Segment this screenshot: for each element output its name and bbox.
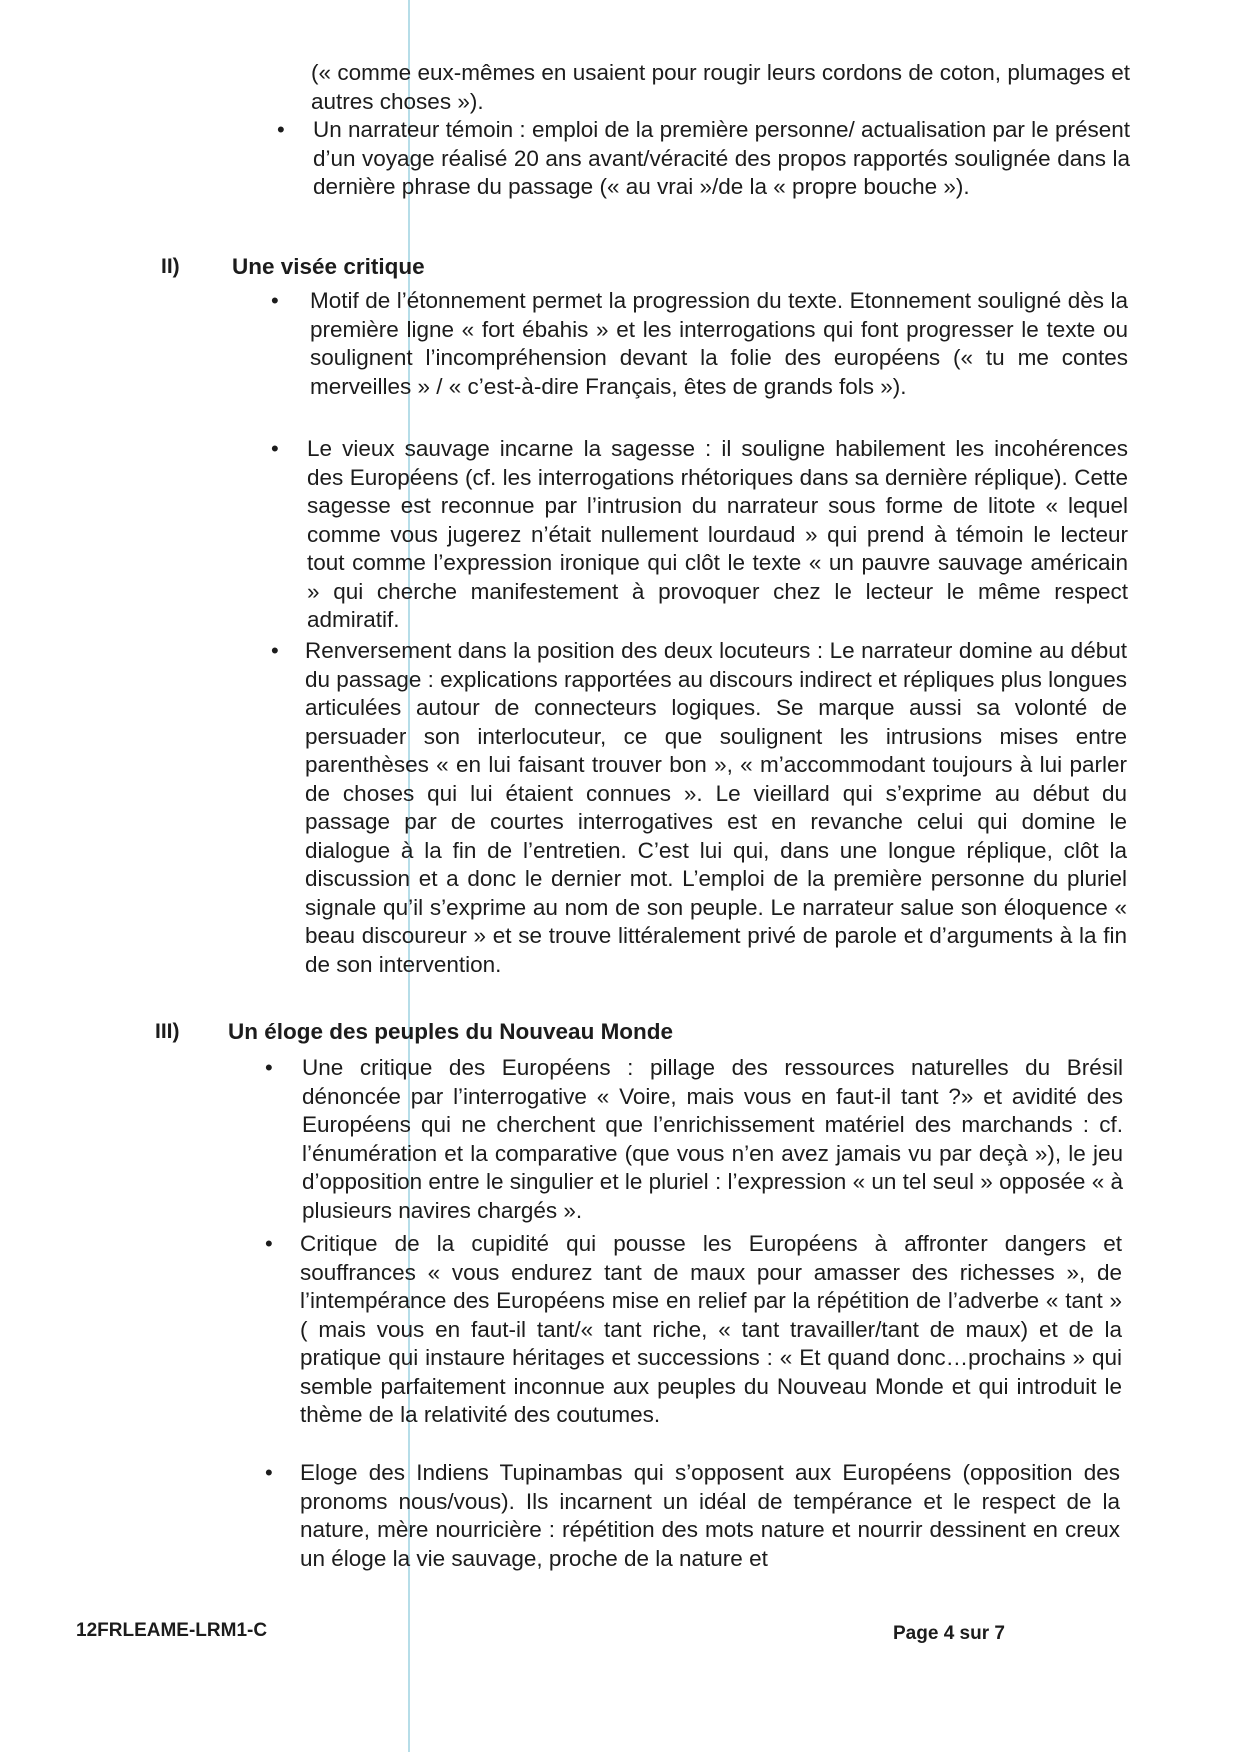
bullet-marker: •	[265, 1460, 273, 1485]
section-2-numeral: II)	[161, 255, 180, 278]
bullet-marker: •	[271, 638, 279, 663]
section-3-bullet-1-text: Une critique des Européens : pillage des ressources naturelles du Brésil dénoncée par l’interrogative « Voire, mais vous en faut-il tant ?» et avidité des Européens qui ne cherchent que l’enrichissement matériel des marchands : cf. l’énumération et la comparative (que vous n’en avez jamais vu par deçà »), le jeu d’opposition entre le singulier et le pluriel : l’expression « un tel seul » opposée « à plusieurs navires chargés ».	[302, 1055, 1123, 1223]
bullet-marker: •	[277, 117, 285, 142]
section-3-bullet-2-text: Critique de la cupidité qui pousse les Européens à affronter dangers et souffrances « vous endurez tant de maux pour amasser des richesses », de l’intempérance des Européens mise en relief par la répétition de l’adverbe « tant » ( mais vous en faut-il tant/« tant riche, « tant travailler/tant de maux) et de la pratique qui instaure héritages et successions : « Et quand donc…prochains » qui semble parfaitement inconnue aux peuples du Nouveau Monde et qui introduit le thème de la relativité des coutumes.	[300, 1231, 1122, 1427]
section-2-bullet-2-text: Le vieux sauvage incarne la sagesse : il souligne habilement les incohérences des Européens (cf. les interrogations rhétoriques dans sa dernière réplique). Cette sagesse est reconnue par l’intrusion du narrateur sous forme de litote « lequel comme vous jugerez n’était nullement lourdaud » qui prend à témoin le lecteur tout comme l’expression ironique qui clôt le texte « un pauvre sauvage américain » qui cherche manifestement à provoquer chez le lecteur le même respect admiratif.	[307, 436, 1128, 632]
section-2-bullet-1	[310, 287, 1128, 401]
section-3-bullet-1	[302, 1054, 1123, 1225]
section-2-title: Une visée critique	[232, 254, 425, 279]
section-3-bullet-3-text: Eloge des Indiens Tupinambas qui s’opposent aux Européens (opposition des pronoms nous/vous). Ils incarnent un idéal de tempérance et le respect de la nature, mère nourricière : répétition des mots nature et nourrir dessinent en creux un éloge la vie sauvage, proche de la nature et	[300, 1460, 1120, 1571]
section-3-numeral: III)	[155, 1020, 180, 1043]
intro-bullet-item	[313, 116, 1130, 202]
continuation-paragraph	[311, 59, 1130, 116]
bullet-marker: •	[271, 288, 279, 313]
section-2-bullet-3	[305, 637, 1127, 979]
section-3-bullet-3	[300, 1459, 1120, 1573]
section-3-title: Un éloge des peuples du Nouveau Monde	[228, 1019, 674, 1044]
continuation-text: (« comme eux-mêmes en usaient pour rougir leurs cordons de coton, plumages et autres choses »).	[311, 60, 1130, 114]
section-2-bullet-2	[307, 435, 1128, 635]
bullet-marker: •	[265, 1055, 273, 1080]
bullet-marker: •	[265, 1231, 273, 1256]
section-2-bullet-3-text: Renversement dans la position des deux locuteurs : Le narrateur domine au début du passage : explications rapportées au discours indirect et répliques plus longues articulées autour de connecteurs logiques. Se marque aussi sa volonté de persuader son interlocuteur, ce que soulignent les intrusions mises entre parenthèses « en lui faisant trouver bon », « m’accommodant toujours à lui parler de choses qui lui étaient connues ». Le vieillard qui s’exprime au début du passage par de courtes interrogatives est en revanche celui qui domine le dialogue à la fin de l’entretien. C’est lui qui, dans une longue réplique, clôt la discussion et a donc le dernier mot. L’emploi de la première personne du pluriel signale qu’il s’exprime au nom de son peuple. Le narrateur salue son éloquence « beau discoureur » et se trouve littéralement privé de parole et d’arguments à la fin de son intervention.	[305, 638, 1127, 977]
section-3-bullet-2	[300, 1230, 1122, 1430]
page-number: Page 4 sur 7	[893, 1623, 1005, 1644]
intro-bullet-text: Un narrateur témoin : emploi de la première personne/ actualisation par le présent d’un voyage réalisé 20 ans avant/véracité des propos rapportés soulignée dans la dernière phrase du passage (« au vrai »/de la « propre bouche »).	[313, 117, 1130, 199]
section-2-bullet-1-text: Motif de l’étonnement permet la progression du texte. Etonnement souligné dès la première ligne « fort ébahis » et les interrogations qui font progresser le texte ou soulignent l’incompréhension devant la folie des européens (« tu me contes merveilles » / « c’est-à-dire Français, êtes de grands fols »).	[310, 288, 1128, 399]
bullet-marker: •	[271, 436, 279, 461]
document-code: 12FRLEAME-LRM1-C	[76, 1620, 268, 1641]
